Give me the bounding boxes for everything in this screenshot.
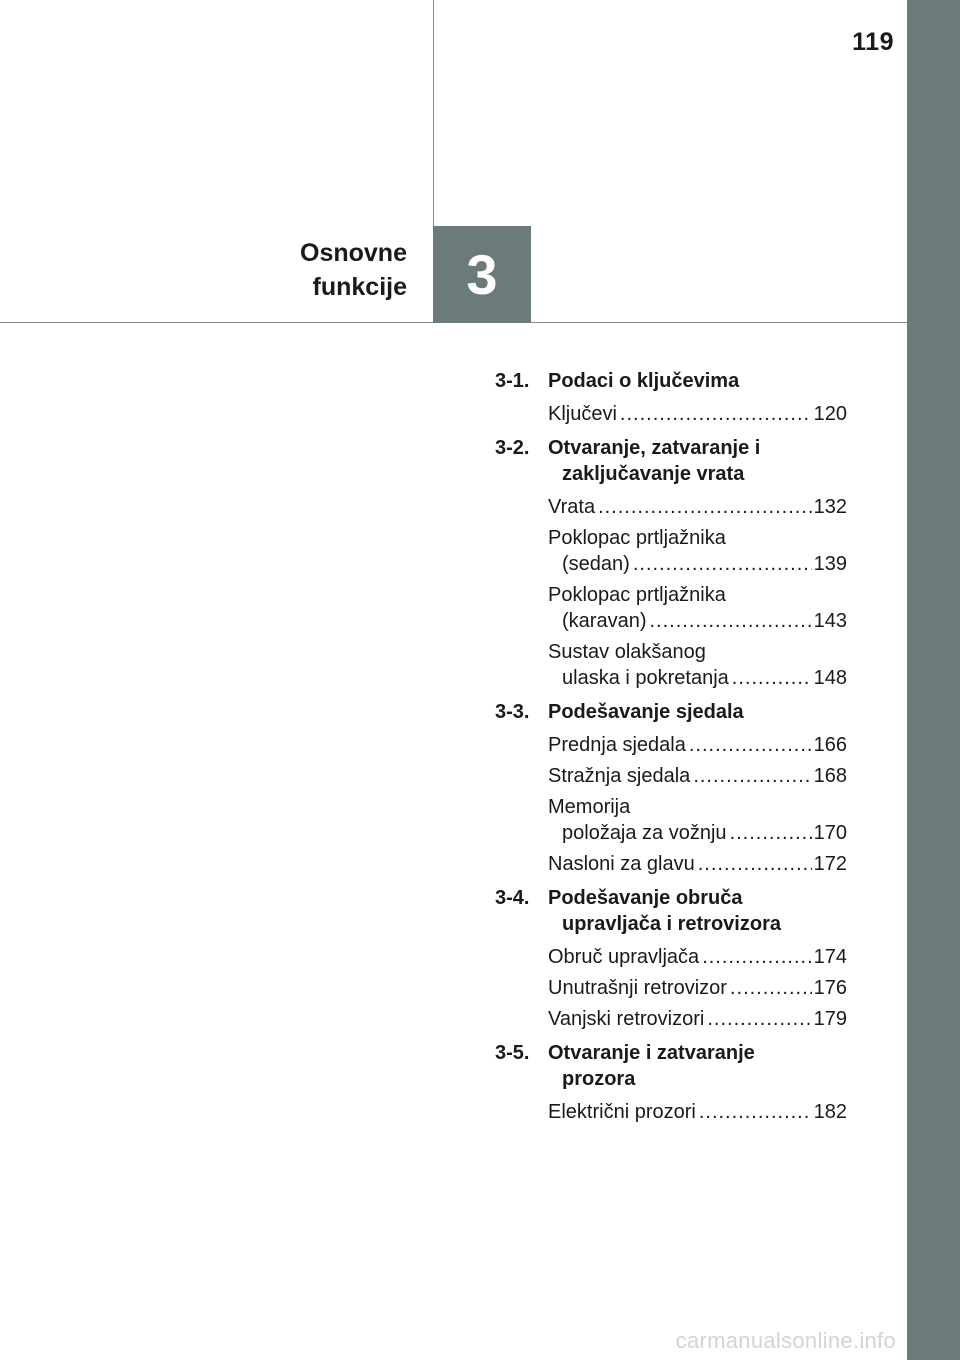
- vertical-rule: [433, 0, 434, 226]
- toc-entry-label: (karavan): [562, 610, 647, 632]
- chapter-title: [300, 236, 407, 304]
- toc-entry[interactable]: [548, 851, 847, 877]
- toc-entry-label: Poklopac prtljažnika: [548, 584, 726, 606]
- toc-section-title: [548, 435, 847, 487]
- toc-section-title: [548, 699, 847, 725]
- toc-page-number: 148: [813, 667, 847, 689]
- dot-leader: [707, 1006, 811, 1032]
- watermark: carmanualsonline.info: [675, 1328, 896, 1353]
- toc-section-title-line: Podaci o ključevima: [548, 370, 740, 392]
- page-number: 119: [852, 28, 894, 56]
- toc-section-title: [548, 1040, 847, 1092]
- toc-section-title-line: Podešavanje sjedala: [548, 701, 744, 723]
- toc-entry-label: Nasloni za glavu: [548, 853, 695, 875]
- toc-entry-label: Unutrašnji retrovizor: [548, 977, 727, 999]
- toc-entry[interactable]: [548, 1099, 847, 1125]
- toc-entry-label: Poklopac prtljažnika: [548, 527, 726, 549]
- toc-entry-list: [495, 494, 847, 691]
- toc-entry-label: ulaska i pokretanja: [562, 667, 729, 689]
- toc-section-heading[interactable]: [495, 885, 847, 937]
- toc-entry-list: [495, 1099, 847, 1125]
- toc-section-title-line: Podešavanje obruča: [548, 887, 743, 909]
- toc-section-number: 3-3.: [495, 701, 530, 723]
- dot-leader: [689, 732, 812, 758]
- toc-section-title-line: zaključavanje vrata: [562, 463, 745, 485]
- toc-section-title-line: prozora: [562, 1068, 636, 1090]
- toc-entry-label: Vanjski retrovizori: [548, 1008, 705, 1030]
- toc-page-number: 143: [813, 610, 847, 632]
- toc-entry-list: [495, 401, 847, 427]
- toc-entry[interactable]: [548, 525, 847, 577]
- toc-section-title: [548, 885, 847, 937]
- toc-entry-label: položaja za vožnju: [562, 822, 727, 844]
- toc-entry-label: Prednja sjedala: [548, 734, 686, 756]
- chapter-title-line: funkcije: [312, 273, 407, 301]
- toc-entry[interactable]: [548, 401, 847, 427]
- toc-entry[interactable]: [548, 794, 847, 846]
- toc-page-number: 170: [813, 822, 847, 844]
- toc-page-number: 172: [813, 853, 847, 875]
- toc-section-title-line: Otvaranje i zatvaranje: [548, 1042, 755, 1064]
- toc-page-number: 168: [813, 765, 847, 787]
- chapter-title-line: Osnovne: [300, 239, 407, 267]
- dot-leader: [698, 851, 812, 877]
- toc-entry[interactable]: [548, 639, 847, 691]
- toc-page-number: 182: [813, 1101, 847, 1123]
- toc-section-number: 3-1.: [495, 370, 530, 392]
- dot-leader: [620, 401, 812, 427]
- toc-entry[interactable]: [548, 975, 847, 1001]
- dot-leader: [598, 494, 812, 520]
- toc-page-number: 139: [813, 553, 847, 575]
- toc-entry-label: Električni prozori: [548, 1101, 696, 1123]
- toc-page-number: 120: [813, 403, 847, 425]
- dot-leader: [649, 608, 811, 634]
- toc-section-number: 3-5.: [495, 1042, 530, 1064]
- toc-section-title-line: upravljača i retrovizora: [562, 913, 781, 935]
- toc-entry[interactable]: [548, 582, 847, 634]
- dot-leader: [732, 665, 812, 691]
- toc-section-number: 3-4.: [495, 887, 530, 909]
- toc-entry[interactable]: [548, 1006, 847, 1032]
- chapter-side-tab: [907, 0, 960, 1360]
- table-of-contents: [495, 368, 847, 1133]
- toc-entry[interactable]: [548, 944, 847, 970]
- dot-leader: [730, 975, 812, 1001]
- toc-entry-list: [495, 944, 847, 1032]
- toc-page-number: 174: [813, 946, 847, 968]
- toc-section-number: 3-2.: [495, 437, 530, 459]
- chapter-number-box: 3: [433, 226, 531, 323]
- toc-section-heading[interactable]: [495, 435, 847, 487]
- toc-entry[interactable]: [548, 763, 847, 789]
- dot-leader: [633, 551, 812, 577]
- toc-entry-label: Vrata: [548, 496, 596, 518]
- toc-entry[interactable]: [548, 732, 847, 758]
- toc-section-title-line: Otvaranje, zatvaranje i: [548, 437, 761, 459]
- toc-page-number: 176: [813, 977, 847, 999]
- dot-leader: [702, 944, 811, 970]
- toc-entry-label: Stražnja sjedala: [548, 765, 691, 787]
- toc-entry-label: Obruč upravljača: [548, 946, 700, 968]
- toc-section-heading[interactable]: [495, 1040, 847, 1092]
- toc-section-title: [548, 368, 847, 394]
- toc-entry-label: Memorija: [548, 796, 631, 818]
- toc-page-number: 132: [813, 496, 847, 518]
- dot-leader: [693, 763, 811, 789]
- toc-entry-label: Sustav olakšanog: [548, 641, 706, 663]
- toc-page-number: 166: [813, 734, 847, 756]
- toc-entry[interactable]: [548, 494, 847, 520]
- dot-leader: [730, 820, 812, 846]
- toc-page-number: 179: [813, 1008, 847, 1030]
- toc-section-heading[interactable]: [495, 368, 847, 394]
- toc-entry-list: [495, 732, 847, 877]
- dot-leader: [699, 1099, 812, 1125]
- toc-entry-label: (sedan): [562, 553, 630, 575]
- toc-section-heading[interactable]: [495, 699, 847, 725]
- toc-entry-label: Ključevi: [548, 403, 617, 425]
